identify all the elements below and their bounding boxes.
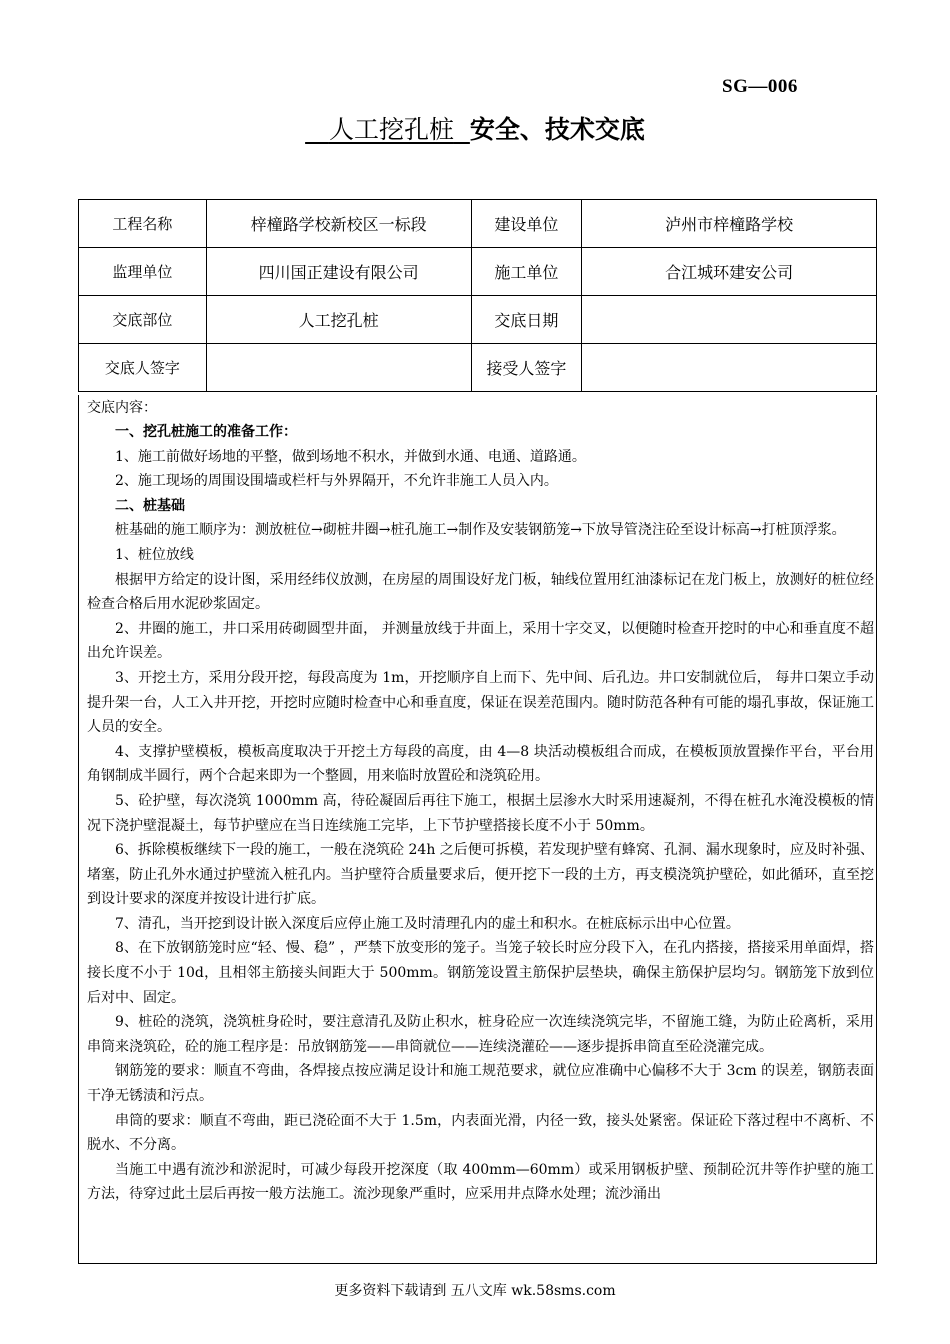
owner-value: 泸州市梓橦路学校 [582,200,877,248]
giver-signature-value [206,344,471,392]
info-row [79,248,877,296]
title-rest: 安全、技术交底 [469,115,645,144]
date-value [582,296,877,344]
supervisor-label: 监理单位 [79,248,207,296]
receiver-signature-label: 接受人签字 [471,344,582,392]
info-row [79,296,877,344]
content-paragraph: 9、桩砼的浇筑，浇筑桩身砼时，要注意清孔及防止积水，桩身砼应一次连续浇筑完毕，不留施工缝，为防止砼离析，采用串筒来浇筑砼，砼的施工程序是：吊放钢筋笼——串筒就位——连续浇灌砼——逐步提拆串筒直至砼浇灌完成。 [87,1014,874,1055]
section-heading: 二、桩基础 [115,497,185,514]
content-paragraph: 桩基础的施工顺序为：测放桩位→砌桩井圈→桩孔施工→制作及安装钢筋笼→下放导管浇注砼至设计标高→打桩顶浮浆。 [115,522,846,539]
info-row [79,344,877,392]
content-paragraph: 2、施工现场的周围设围墙或栏杆与外界隔开，不允许非施工人员入内。 [115,473,558,490]
contractor-label: 施工单位 [471,248,582,296]
receiver-signature-value [582,344,877,392]
content-paragraph: 当施工中遇有流沙和淤泥时，可减少每段开挖深度（取 400mm—60mm）或采用钢板护壁、预制砼沉井等作护壁的施工方法，待穿过此土层后再按一般方法施工。流沙现象严重时，应采用井点降水处理；流沙涌出 [87,1161,874,1203]
info-row [79,200,877,248]
project-name-label: 工程名称 [79,200,207,248]
content-paragraph: 6、拆除模板继续下一段的施工，一般在浇筑砼 24h 之后便可拆模，若发现护壁有蜂窝、孔洞、漏水现象时，应及时补强、堵塞，防止孔外水通过护壁流入桩孔内。当护壁符合质量要求后，便开挖下一段的土方，再支模浇筑护壁砼，如此循环，直至挖到设计要求的深度并按设计进行扩底。 [87,842,874,908]
supervisor-value: 四川国正建设有限公司 [206,248,471,296]
contractor-value: 合江城环建安公司 [582,248,877,296]
content-label: 交底内容： [87,400,157,416]
content-paragraph: 1、施工前做好场地的平整，做到场地不积水，并做到水通、电通、道路通。 [115,448,586,465]
footer-text: 更多资料下载请到 五八文库 wk.58sms.com [334,1283,616,1299]
content-paragraph: 2、井圈的施工，井口采用砖砌圆型井面， 并测量放线于井面上，采用十字交叉，以便随时检查开挖时的中心和垂直度不超出允许误差。 [87,620,874,662]
content-paragraph: 8、在下放钢筋笼时应“轻、慢、稳” ，严禁下放变形的笼子。当笼子较长时应分段下入，在孔内搭接，搭接采用单面焊，搭接长度不小于 10d，且相邻主筋接头间距大于 500mm。钢筋笼设置主筋保护层垫块，确保主筋保护层均匀。钢筋笼下放到位后对中、固定。 [87,940,874,1006]
info-table [78,199,877,392]
project-name-value: 梓橦路学校新校区一标段 [206,200,471,248]
content-paragraph: 4、支撑护壁模板，模板高度取决于开挖土方每段的高度，由 4—8 块活动模板组合而成，在模板顶放置操作平台，平台用角钢制成半圆行，两个合起来即为一个整圆，用来临时放置砼和浇筑砼用。 [87,743,874,785]
content-paragraph: 3、开挖土方，采用分段开挖，每段高度为 1m，开挖顺序自上而下、先中间、后孔边。井口安制就位后， 每井口架立手动提升架一台，人工入井开挖，开挖时应随时检查中心和垂直度，保证在误差范围内。随时防范各种有可能的塌孔事故，保证施工人员的安全。 [87,669,874,736]
document-code: SG—006 [722,76,798,97]
content-section [78,395,877,1264]
content-paragraph: 5、砼护壁，每次浇筑 1000mm 高，待砼凝固后再往下施工，根据土层渗水大时采用速凝剂，不得在桩孔水淹没模板的情况下浇护壁混凝土，每节护壁应在当日连续施工完毕，上下节护壁搭接长度不小于 50mm。 [87,792,874,834]
content-paragraph: 根据甲方给定的设计图，采用经纬仪放测，在房屋的周围设好龙门板，轴线位置用红油漆标记在龙门板上，放测好的桩位经检查合格后用水泥砂浆固定。 [87,571,874,613]
content-paragraph: 串筒的要求：顺直不弯曲，距已浇砼面不大于 1.5m，内表面光滑，内径一致，接头处紧密。保证砼下落过程中不离析、不脱水、不分离。 [87,1112,874,1154]
content-paragraph: 7、清孔，当开挖到设计嵌入深度后应停止施工及时清理孔内的虚土和积水。在桩底标示出中心位置。 [115,915,740,932]
giver-signature-label: 交底人签字 [79,344,207,392]
content-paragraph: 1、桩位放线 [115,546,194,563]
part-value: 人工挖孔桩 [206,296,471,344]
owner-label: 建设单位 [471,200,582,248]
content-body [87,420,874,1207]
title-subject: 人工挖孔桩 [328,115,454,144]
document-title [0,110,950,146]
section-heading: 一、挖孔桩施工的准备工作： [115,424,297,440]
part-label: 交底部位 [79,296,207,344]
content-paragraph: 钢筋笼的要求：顺直不弯曲，各焊接点按应满足设计和施工规范要求，就位应准确中心偏移不大于 3cm 的误差，钢筋表面干净无锈渍和污点。 [87,1063,874,1105]
date-label: 交底日期 [471,296,582,344]
